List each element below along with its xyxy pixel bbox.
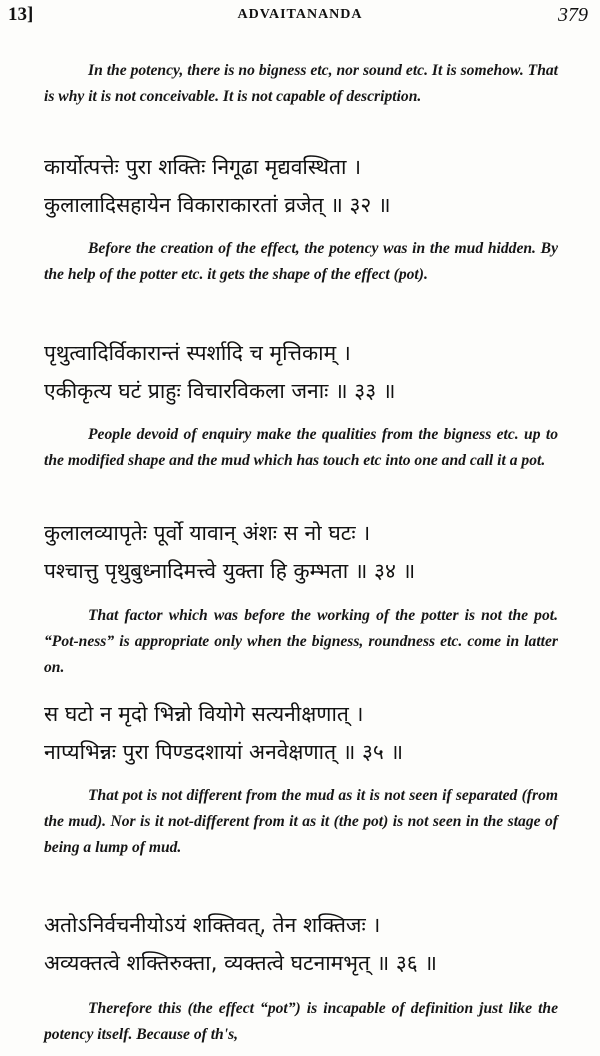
prose-paragraph: That factor which was before the working of the potter is not the pot. “Pot-ness” is appropriate only when the bigness, roundness etc. come in latter on. <box>44 607 558 676</box>
verse-line: कार्योत्पत्तेः पुरा शक्तिः निगूढा मृद्यवस्थिता । <box>44 155 362 179</box>
sanskrit-verse <box>44 906 564 982</box>
sanskrit-verse <box>44 695 564 771</box>
verse-line: अतोऽनिर्वचनीयोऽयं शक्तिवत्, तेन शक्तिजः । <box>44 913 381 937</box>
prose-paragraph: In the potency, there is no bigness etc, nor sound etc. It is somehow. That is why it is not conceivable. It is not capable of description. <box>44 62 558 105</box>
verse-line: कुलालादिसहायेन विकाराकारतां व्रजेत् ॥ ३२ ॥ <box>44 193 391 217</box>
prose-paragraph: Before the creation of the effect, the potency was in the mud hidden. By the help of the potter etc. it gets the shape of the effect (pot). <box>44 240 558 283</box>
verse-line: स घटो न मृदो भिन्नो वियोगे सत्यनीक्षणात् । <box>44 702 364 726</box>
verse-line: पृथुत्वादिर्विकारान्तं स्पर्शादि च मृत्तिकाम् । <box>44 341 351 365</box>
page-number: 379 <box>558 4 588 26</box>
prose-paragraph: Therefore this (the effect “pot”) is incapable of definition just like the potency itself. Because of th's, <box>44 1000 558 1043</box>
prose-paragraph: People devoid of enquiry make the qualities from the bigness etc. up to the modified shape and the mud which has touch etc into one and call it a pot. <box>44 426 558 469</box>
sanskrit-verse <box>44 334 564 410</box>
prose-paragraph: That pot is not different from the mud as it is not seen if separated (from the mud). Nor is it not-different from it as it (the pot) is not seen in the stage of being a lump of mud. <box>44 787 558 856</box>
sanskrit-verse <box>44 148 564 224</box>
verse-line: नाप्यभिन्नः पुरा पिण्डदशायां अनवेक्षणात् ॥ ३५ ॥ <box>44 740 404 764</box>
chapter-reference: 13] <box>8 4 34 25</box>
verse-line: अव्यक्तत्वे शक्तिरुक्ता, व्यक्तत्वे घटनामभृत् ॥ ३६ ॥ <box>44 951 437 975</box>
verse-line: एकीकृत्य घटं प्राहुः विचारविकला जनाः ॥ ३३ ॥ <box>44 379 396 403</box>
sanskrit-verse <box>44 514 564 590</box>
verse-line: कुलालव्यापृतेः पूर्वो यावान् अंशः स नो घटः । <box>44 521 371 545</box>
running-title: ADVAITANANDA <box>237 7 363 22</box>
verse-line: पश्चात्तु पृथुबुध्नादिमत्त्वे युक्ता हि कुम्भता ॥ ३४ ॥ <box>44 559 416 583</box>
